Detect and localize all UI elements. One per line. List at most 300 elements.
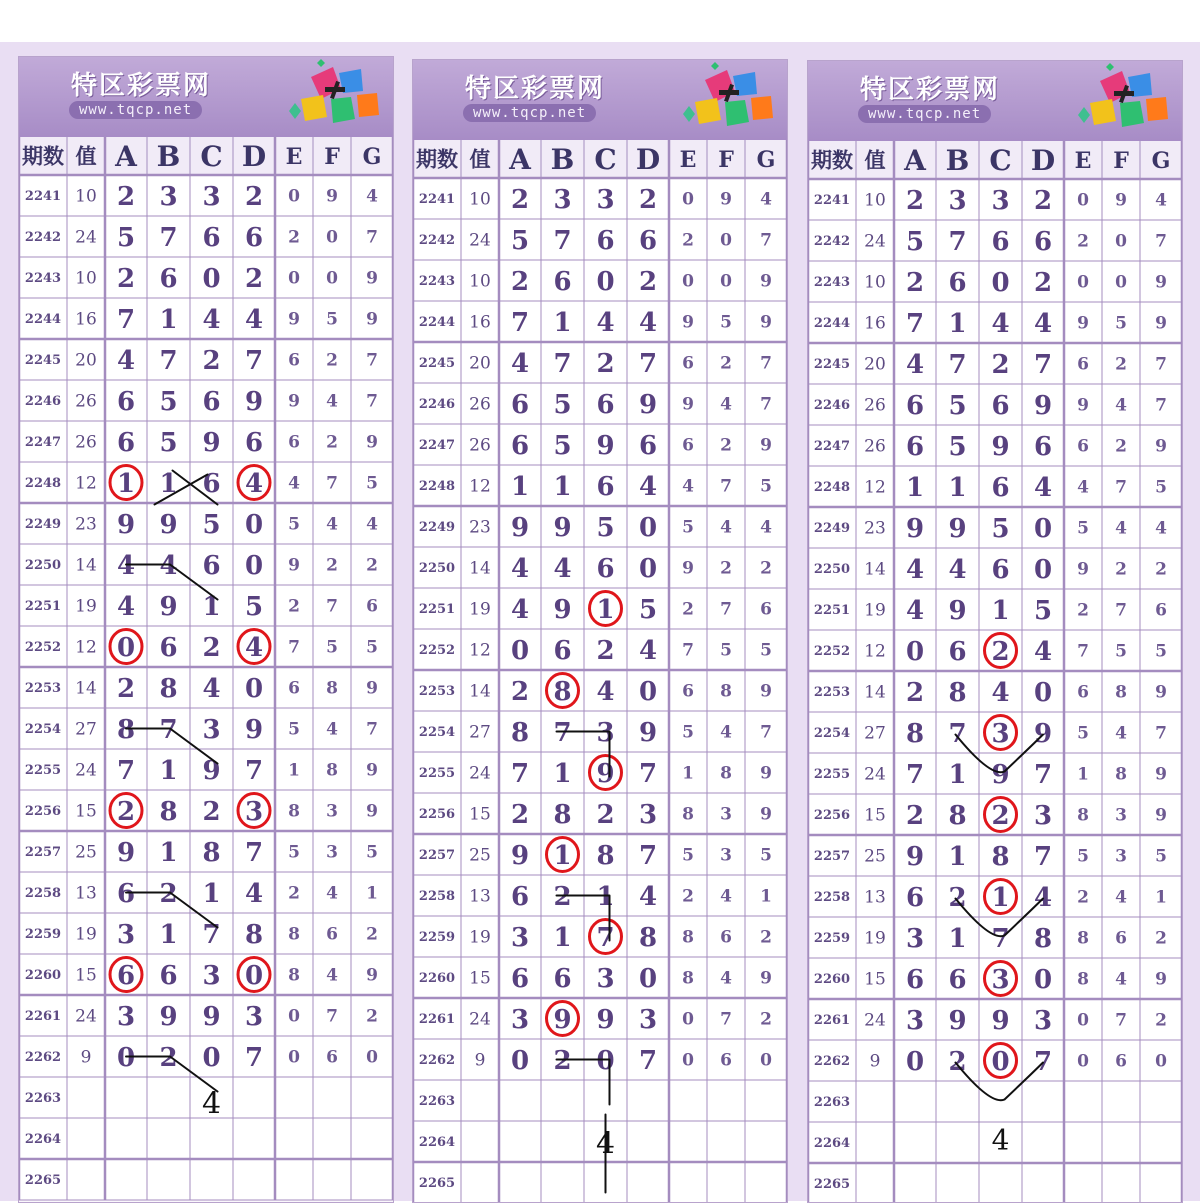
table-cell-g: 4: [366, 514, 378, 535]
table-cell-f: 7: [720, 476, 732, 497]
table-cell-d: 9: [638, 717, 658, 748]
table-cell-b: 9: [948, 595, 967, 626]
table-cell-c: 3: [596, 963, 615, 994]
table-cell-d: 4: [1033, 308, 1053, 339]
table-cell-issue: 2253: [813, 685, 851, 701]
table-cell-a: 6: [116, 878, 136, 909]
table-cell-a: 2: [905, 677, 925, 708]
table-cell-d: 3: [638, 799, 658, 830]
table-cell-g: 9: [1155, 764, 1167, 785]
table-cell-a: 4: [905, 554, 925, 585]
table-cell-b: 7: [948, 226, 967, 257]
table-cell-b: 8: [948, 677, 967, 708]
table-cell-b: 8: [159, 673, 178, 704]
table-cell-d: 0: [638, 512, 658, 543]
table-cell-d: 7: [638, 1045, 658, 1076]
table-cell-c: 3: [991, 185, 1010, 216]
table-cell-f: 5: [326, 309, 338, 330]
table-cell-b: 6: [948, 636, 967, 667]
table-cell-d: 2: [638, 184, 658, 215]
table-cell-f: 6: [720, 1050, 732, 1071]
table-cell-c: 5: [596, 512, 615, 543]
table-cell-sum: 23: [864, 518, 886, 539]
column-header: 值: [75, 143, 97, 169]
table-cell-d: 9: [244, 714, 264, 745]
table-cell-c: 6: [991, 390, 1010, 421]
table-cell-sum: 15: [469, 968, 491, 989]
table-cell-f: 0: [720, 271, 732, 292]
table-cell-c: 2: [596, 348, 615, 379]
column-header: 期数: [811, 147, 853, 173]
table-cell-g: 6: [760, 599, 772, 620]
table-cell-e: 5: [682, 845, 694, 866]
table-cell-d: 9: [638, 389, 658, 420]
table-cell-f: 0: [1115, 231, 1127, 252]
table-cell-a: 3: [905, 1005, 925, 1036]
table-cell-sum: 26: [75, 432, 97, 453]
table-cell-d: 8: [1033, 923, 1053, 954]
table-cell-e: 2: [288, 883, 300, 904]
table-cell-sum: 25: [469, 845, 491, 866]
table-cell-a: 3: [905, 923, 925, 954]
table-cell-issue: 2258: [813, 890, 851, 906]
table-cell-issue: 2259: [813, 931, 851, 947]
table-cell-f: 6: [1115, 1051, 1127, 1072]
table-cell-sum: 23: [75, 514, 97, 535]
table-cell-e: 5: [682, 517, 694, 538]
table-cell-a: 6: [116, 386, 136, 417]
table-cell-f: 7: [326, 1006, 338, 1027]
table-cell-b: 1: [159, 755, 178, 786]
table-cell-c: 3: [202, 714, 221, 745]
table-cell-issue: 2247: [24, 435, 62, 451]
table-cell-issue: 2248: [418, 479, 456, 495]
table-cell-e: 0: [682, 1050, 694, 1071]
table-cell-a: 2: [116, 181, 136, 212]
table-cell-b: 5: [159, 386, 178, 417]
table-cell-a: 8: [116, 714, 136, 745]
table-cell-d: 2: [244, 181, 264, 212]
table-cell-issue: 2257: [418, 848, 456, 864]
table-cell-c: 9: [202, 1001, 221, 1032]
logo-shape: [1106, 63, 1114, 71]
column-header: A: [904, 144, 926, 178]
table-cell-d: 4: [1033, 882, 1053, 913]
table-cell-c: 3: [202, 181, 221, 212]
table-cell-a: 2: [510, 676, 530, 707]
table-cell-g: 9: [1155, 272, 1167, 293]
table-cell-issue: 2263: [24, 1091, 62, 1107]
table-cell-sum: 16: [469, 312, 491, 333]
table-cell-g: 2: [760, 927, 772, 948]
table-cell-f: 5: [720, 640, 732, 661]
table-cell-f: 5: [326, 637, 338, 658]
table-cell-b: 5: [159, 427, 178, 458]
table-cell-g: 9: [1155, 682, 1167, 703]
table-cell-d: 6: [638, 225, 658, 256]
table-cell-f: 2: [1115, 559, 1127, 580]
table-cell-g: 9: [366, 760, 378, 781]
table-cell-e: 5: [1077, 518, 1089, 539]
table-cell-d: 0: [244, 673, 264, 704]
table-cell-sum: 10: [75, 186, 97, 207]
table-cell-e: 0: [682, 271, 694, 292]
table-cell-a: 5: [116, 222, 136, 253]
table-cell-b: 7: [159, 222, 178, 253]
table-cell-e: 0: [1077, 272, 1089, 293]
table-cell-sum: 13: [75, 883, 97, 904]
table-cell-b: 9: [553, 512, 572, 543]
table-cell-e: 2: [1077, 231, 1089, 252]
lottery-table: [19, 137, 393, 1203]
table-cell-d: 6: [244, 222, 264, 253]
table-cell-d: 4: [638, 635, 658, 666]
table-cell-issue: 2245: [813, 357, 851, 373]
table-cell-sum: 12: [864, 641, 886, 662]
table-cell-e: 8: [288, 924, 300, 945]
table-cell-g: 9: [760, 804, 772, 825]
table-cell-issue: 2245: [24, 353, 62, 369]
table-cell-issue: 2250: [418, 561, 456, 577]
table-cell-c: 5: [202, 509, 221, 540]
site-url: www.tqcp.net: [858, 105, 991, 123]
table-cell-c: 9: [991, 431, 1010, 462]
table-cell-d: 3: [1033, 1005, 1053, 1036]
table-cell-sum: 10: [469, 189, 491, 210]
table-cell-g: 9: [366, 801, 378, 822]
table-cell-f: 2: [1115, 354, 1127, 375]
logo-icon: [675, 62, 783, 138]
table-cell-e: 6: [288, 432, 300, 453]
table-cell-g: 7: [1155, 354, 1167, 375]
table-cell-d: 9: [1033, 390, 1053, 421]
table-cell-b: 1: [948, 841, 967, 872]
table-cell-f: 4: [326, 514, 338, 535]
table-cell-issue: 2254: [813, 726, 851, 742]
table-cell-sum: 20: [469, 353, 491, 374]
table-cell-f: 6: [1115, 928, 1127, 949]
table-cell-c: 9: [596, 430, 615, 461]
table-cell-c: 9: [596, 1004, 615, 1035]
table-cell-c: 6: [596, 225, 615, 256]
table-cell-f: 2: [720, 353, 732, 374]
column-header: A: [115, 140, 137, 174]
table-cell-d: 6: [638, 430, 658, 461]
table-cell-a: 8: [510, 717, 530, 748]
table-cell-sum: 10: [864, 272, 886, 293]
table-cell-a: 4: [116, 550, 136, 581]
table-cell-b: 1: [948, 308, 967, 339]
table-cell-issue: 2261: [418, 1012, 456, 1028]
table-cell-c: 0: [596, 1045, 615, 1076]
table-cell-sum: 12: [75, 473, 97, 494]
table-cell-sum: 19: [864, 600, 886, 621]
table-cell-c: 2: [991, 800, 1010, 831]
table-cell-a: 6: [510, 881, 530, 912]
table-cell-c: 6: [202, 222, 221, 253]
table-cell-b: 5: [948, 390, 967, 421]
table-cell-issue: 2241: [24, 189, 62, 205]
table-cell-issue: 2243: [813, 275, 851, 291]
table-cell-c: 4: [202, 304, 221, 335]
table-cell-d: 3: [1033, 800, 1053, 831]
table-cell-d: 4: [244, 468, 264, 499]
table-cell-issue: 2260: [418, 971, 456, 987]
table-cell-issue: 2265: [418, 1176, 456, 1192]
logo-shape: [289, 103, 301, 119]
table-cell-g: 9: [760, 435, 772, 456]
table-cell-sum: 14: [75, 678, 97, 699]
table-cell-g: 7: [1155, 395, 1167, 416]
table-cell-f: 7: [720, 1009, 732, 1030]
table-cell-d: 0: [638, 553, 658, 584]
table-cell-b: 6: [948, 267, 967, 298]
table-cell-b: 4: [948, 554, 967, 585]
table-cell-sum: 14: [469, 558, 491, 579]
table-cell-b: 4: [553, 553, 572, 584]
table-cell-issue: 2257: [24, 845, 62, 861]
column-header: B: [550, 143, 575, 177]
table-cell-f: 6: [326, 1047, 338, 1068]
table-cell-d: 8: [244, 919, 264, 950]
table-cell-sum: 14: [469, 681, 491, 702]
table-cell-b: 3: [948, 185, 967, 216]
table-cell-e: 0: [288, 1047, 300, 1068]
table-cell-sum: 14: [864, 559, 886, 580]
table-cell-g: 2: [366, 1006, 378, 1027]
table-cell-b: 7: [948, 718, 967, 749]
table-cell-d: 4: [244, 632, 264, 663]
column-header: D: [241, 140, 267, 174]
table-cell-issue: 2261: [813, 1013, 851, 1029]
table-cell-b: 5: [553, 389, 572, 420]
table-cell-c: 9: [991, 759, 1010, 790]
table-cell-d: 5: [244, 591, 264, 622]
table-cell-sum: 15: [75, 965, 97, 986]
table-cell-d: 8: [638, 922, 658, 953]
table-cell-f: 8: [1115, 764, 1127, 785]
table-cell-sum: 19: [75, 596, 97, 617]
table-cell-c: 6: [202, 468, 221, 499]
table-cell-a: 6: [905, 882, 925, 913]
table-cell-e: 0: [288, 268, 300, 289]
table-cell-e: 0: [682, 189, 694, 210]
logo-shape: [357, 93, 379, 117]
table-cell-b: 1: [159, 468, 178, 499]
table-cell-g: 7: [760, 394, 772, 415]
table-cell-e: 8: [1077, 969, 1089, 990]
table-cell-issue: 2249: [418, 520, 456, 536]
table-cell-g: 7: [760, 722, 772, 743]
table-cell-f: 4: [720, 517, 732, 538]
table-cell-f: 0: [326, 268, 338, 289]
logo-icon: [281, 59, 389, 135]
table-cell-b: 2: [553, 881, 572, 912]
table-cell-e: 0: [1077, 1051, 1089, 1072]
table-cell-c: 5: [991, 513, 1010, 544]
table-cell-issue: 2244: [813, 316, 851, 332]
table-cell-e: 8: [288, 965, 300, 986]
table-cell-a: 0: [905, 636, 925, 667]
handwritten-digit: 4: [991, 1123, 1010, 1157]
table-cell-e: 8: [1077, 805, 1089, 826]
table-cell-g: 2: [1155, 559, 1167, 580]
table-cell-b: 5: [948, 431, 967, 462]
table-cell-c: 6: [991, 554, 1010, 585]
table-cell-d: 7: [638, 348, 658, 379]
table-cell-e: 5: [682, 722, 694, 743]
table-cell-b: 7: [553, 225, 572, 256]
table-cell-g: 5: [1155, 846, 1167, 867]
table-cell-issue: 2246: [24, 394, 62, 410]
table-cell-sum: 24: [864, 764, 886, 785]
table-cell-c: 1: [202, 591, 221, 622]
table-cell-sum: 9: [474, 1050, 486, 1071]
table-cell-sum: 27: [864, 723, 886, 744]
table-cell-g: 9: [760, 968, 772, 989]
table-cell-g: 5: [1155, 641, 1167, 662]
table-cell-b: 1: [553, 307, 572, 338]
column-header: 值: [469, 146, 491, 172]
column-header: E: [679, 146, 697, 173]
table-cell-e: 5: [288, 842, 300, 863]
table-cell-sum: 20: [864, 354, 886, 375]
table-cell-b: 1: [948, 759, 967, 790]
table-cell-c: 4: [596, 676, 615, 707]
table-cell-f: 3: [326, 842, 338, 863]
table-cell-sum: 10: [469, 271, 491, 292]
table-cell-issue: 2252: [418, 643, 456, 659]
table-cell-issue: 2255: [24, 763, 62, 779]
table-cell-sum: 26: [864, 436, 886, 457]
table-cell-sum: 19: [864, 928, 886, 949]
table-cell-a: 2: [510, 266, 530, 297]
table-cell-d: 5: [638, 594, 658, 625]
table-cell-e: 7: [682, 640, 694, 661]
table-cell-d: 2: [1033, 185, 1053, 216]
table-cell-issue: 2260: [24, 968, 62, 984]
table-cell-a: 9: [510, 840, 530, 871]
table-cell-g: 4: [760, 189, 772, 210]
table-cell-sum: 27: [469, 722, 491, 743]
table-cell-a: 2: [510, 799, 530, 830]
table-cell-f: 3: [720, 845, 732, 866]
table-cell-b: 2: [948, 1046, 967, 1077]
table-cell-a: 9: [116, 509, 136, 540]
table-cell-e: 6: [1077, 682, 1089, 703]
handwritten-digit: 4: [595, 1126, 616, 1162]
table-cell-issue: 2250: [24, 558, 62, 574]
table-cell-g: 0: [366, 1047, 378, 1068]
table-cell-sum: 26: [469, 394, 491, 415]
table-cell-e: 6: [288, 678, 300, 699]
table-cell-sum: 9: [80, 1047, 92, 1068]
table-cell-g: 4: [366, 186, 378, 207]
table-cell-a: 2: [905, 267, 925, 298]
table-cell-a: 7: [510, 307, 530, 338]
table-cell-g: 2: [1155, 928, 1167, 949]
table-cell-f: 3: [1115, 846, 1127, 867]
table-cell-sum: 14: [75, 555, 97, 576]
table-cell-sum: 26: [469, 435, 491, 456]
table-cell-g: 9: [1155, 969, 1167, 990]
table-cell-d: 7: [1033, 1046, 1053, 1077]
table-cell-a: 1: [116, 468, 136, 499]
site-brand: 特区彩票网: [71, 71, 212, 101]
table-cell-g: 9: [366, 678, 378, 699]
table-cell-d: 3: [244, 796, 264, 827]
table-cell-a: 9: [905, 513, 925, 544]
table-cell-sum: 14: [864, 682, 886, 703]
table-cell-b: 1: [948, 923, 967, 954]
table-cell-g: 9: [366, 268, 378, 289]
table-cell-e: 6: [1077, 354, 1089, 375]
table-cell-f: 2: [1115, 436, 1127, 457]
table-cell-issue: 2247: [813, 439, 851, 455]
table-cell-d: 3: [638, 1004, 658, 1035]
table-cell-g: 9: [760, 681, 772, 702]
table-cell-c: 0: [991, 1046, 1010, 1077]
table-cell-e: 1: [1077, 764, 1089, 785]
table-cell-f: 4: [720, 722, 732, 743]
table-cell-c: 6: [596, 389, 615, 420]
table-cell-g: 7: [366, 227, 378, 248]
table-cell-a: 1: [510, 471, 530, 502]
column-header: E: [1074, 147, 1092, 174]
column-header: 期数: [22, 143, 64, 169]
table-cell-sum: 12: [469, 476, 491, 497]
table-cell-issue: 2248: [24, 476, 62, 492]
table-cell-g: 2: [760, 1009, 772, 1030]
table-cell-d: 0: [244, 509, 264, 540]
chart-panel-1: [18, 56, 394, 1203]
table-cell-c: 1: [991, 882, 1010, 913]
table-cell-b: 8: [553, 676, 572, 707]
lottery-table: [808, 141, 1182, 1203]
table-cell-a: 4: [116, 591, 136, 622]
table-cell-f: 4: [1115, 969, 1127, 990]
logo-shape: [683, 106, 695, 122]
table-cell-d: 2: [244, 263, 264, 294]
table-cell-c: 1: [596, 594, 615, 625]
column-header: 值: [864, 147, 886, 173]
table-cell-b: 9: [159, 591, 178, 622]
table-cell-c: 3: [202, 960, 221, 991]
table-cell-f: 4: [1115, 518, 1127, 539]
table-cell-e: 9: [682, 312, 694, 333]
table-cell-sum: 26: [75, 391, 97, 412]
table-cell-a: 6: [905, 431, 925, 462]
table-cell-f: 0: [1115, 272, 1127, 293]
table-cell-f: 7: [326, 473, 338, 494]
table-cell-a: 4: [905, 349, 925, 380]
column-header: G: [756, 146, 776, 173]
table-cell-f: 5: [1115, 313, 1127, 334]
table-cell-g: 5: [366, 842, 378, 863]
table-cell-b: 6: [159, 263, 178, 294]
table-cell-b: 2: [159, 878, 178, 909]
table-cell-c: 2: [202, 796, 221, 827]
table-cell-e: 2: [682, 886, 694, 907]
table-cell-a: 2: [116, 263, 136, 294]
table-cell-c: 7: [991, 923, 1010, 954]
table-cell-e: 0: [1077, 190, 1089, 211]
table-cell-issue: 2251: [24, 599, 62, 615]
table-cell-a: 4: [510, 553, 530, 584]
table-cell-a: 6: [905, 964, 925, 995]
column-header: F: [324, 143, 340, 170]
table-cell-a: 6: [116, 960, 136, 991]
